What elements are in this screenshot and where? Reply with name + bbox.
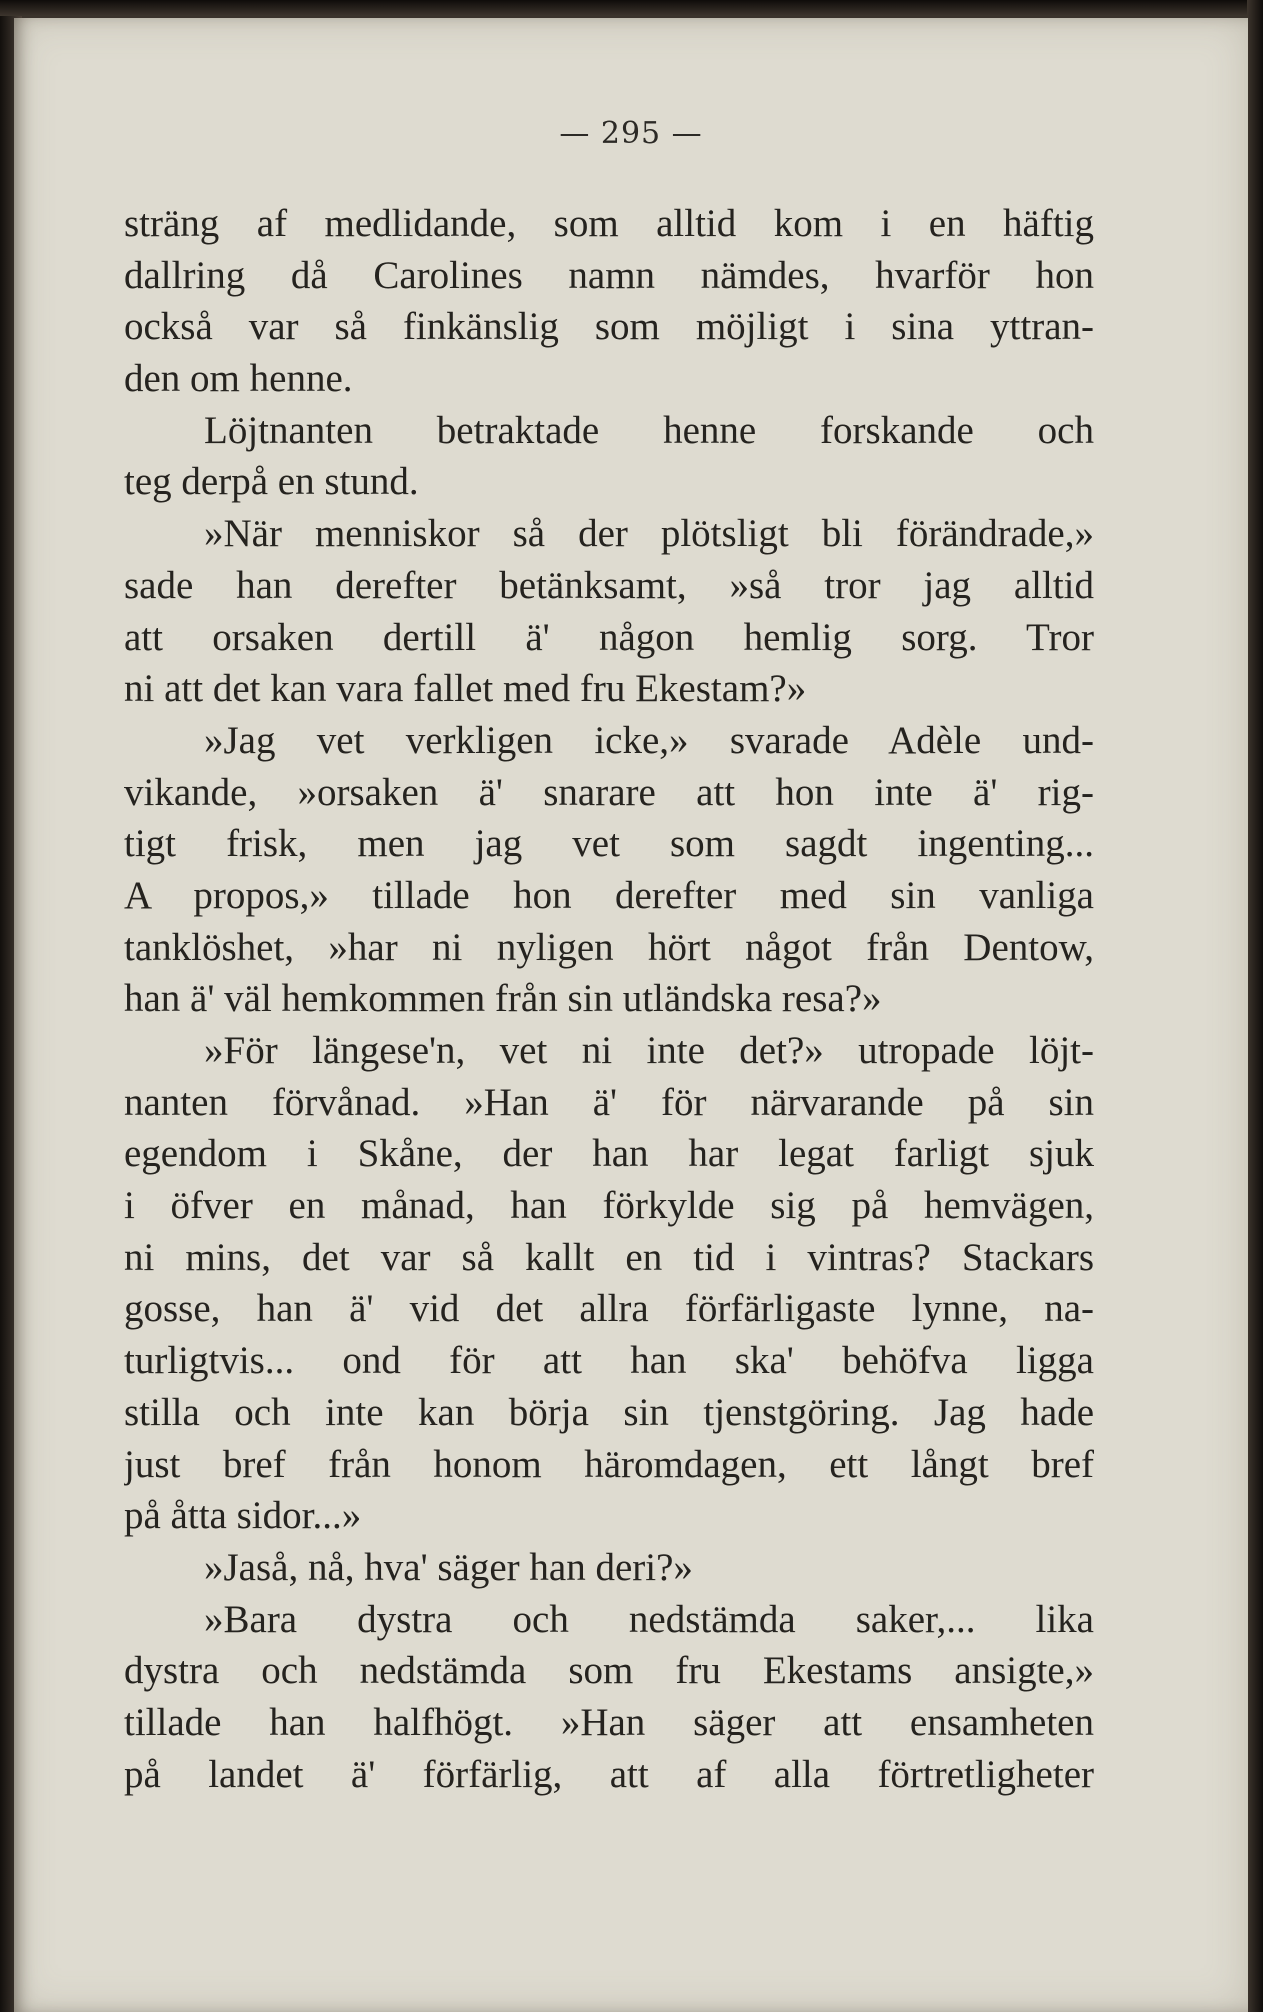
- text-line: tillade han halfhögt. »Han säger att ensamheten: [124, 1700, 1094, 1744]
- text-line: den om henne.: [124, 357, 353, 401]
- text-line: gosse, han ä' vid det allra förfärligaste lynne, na-: [124, 1287, 1094, 1331]
- text-line: nanten förvånad. »Han ä' för närvarande på sin: [124, 1080, 1094, 1124]
- text-line: på landet ä' förfärlig, att af alla förtretligheter: [124, 1752, 1094, 1796]
- text-line: turligtvis... ond för att han ska' behöfva ligga: [124, 1339, 1094, 1383]
- text-line: tigt frisk, men jag vet som sagdt ingenting...: [124, 822, 1094, 866]
- text-line: han ä' väl hemkommen från sin utländska resa?»: [124, 977, 882, 1021]
- text-line: dystra och nedstämda som fru Ekestams ansigte,»: [124, 1649, 1094, 1693]
- text-line: »För längese'n, vet ni inte det?» utropade löjt-: [204, 1029, 1094, 1072]
- text-line: »Bara dystra och nedstämda saker,... lika: [204, 1597, 1094, 1641]
- text-line: »När menniskor så der plötsligt bli förändrade,»: [204, 512, 1094, 556]
- text-line: stilla och inte kan börja sin tjenstgöring. Jag hade: [124, 1390, 1094, 1434]
- text-line: teg derpå en stund.: [124, 460, 419, 504]
- top-edge-shadow: [0, 0, 1263, 16]
- text-line: »Jaså, nå, hva' säger han deri?»: [204, 1545, 693, 1589]
- text-line: sade han derefter betänksamt, »så tror jag alltid: [124, 563, 1094, 607]
- text-line: tanklöshet, »har ni nyligen hört något från Dentow,: [124, 925, 1094, 969]
- page-number: — 295 —: [559, 116, 703, 151]
- text-line: A propos,» tillade hon derefter med sin vanliga: [124, 873, 1094, 917]
- text-line: på åtta sidor...»: [124, 1494, 362, 1538]
- text-line: ni mins, det var så kallt en tid i vintras? Stackars: [124, 1235, 1094, 1279]
- book-page: [14, 18, 1248, 2012]
- text-line: också var så finkänslig som möjligt i sina yttran-: [124, 305, 1094, 349]
- text-line: just bref från honom häromdagen, ett långt bref: [124, 1442, 1094, 1486]
- right-edge-shadow: [1247, 0, 1263, 2012]
- text-line: ni att det kan vara fallet med fru Ekestam?»: [124, 667, 807, 711]
- body-text: [124, 198, 1094, 1800]
- text-line: att orsaken dertill ä' någon hemlig sorg. Tror: [124, 615, 1094, 659]
- text-line: dallring då Carolines namn nämdes, hvarför hon: [124, 253, 1094, 297]
- text-line: »Jag vet verkligen icke,» svarade Adèle und-: [204, 718, 1094, 762]
- text-line: Löjtnanten betraktade henne forskande och: [204, 408, 1094, 452]
- text-line: i öfver en månad, han förkylde sig på hemvägen,: [124, 1184, 1094, 1228]
- text-line: egendom i Skåne, der han har legat farligt sjuk: [124, 1132, 1094, 1176]
- text-line: vikande, »orsaken ä' snarare att hon inte ä' rig-: [124, 770, 1094, 814]
- text-line: sträng af medlidande, som alltid kom i en häftig: [124, 202, 1094, 245]
